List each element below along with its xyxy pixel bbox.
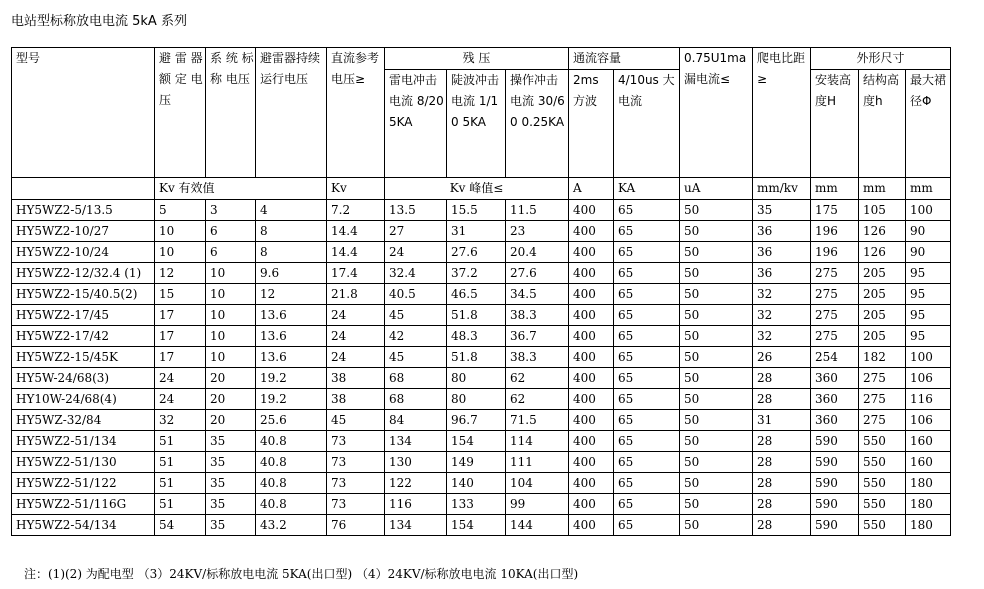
value-cell: 40.5 [385, 284, 447, 305]
value-cell: 24 [327, 326, 385, 347]
value-cell: 17 [155, 305, 206, 326]
table-row [12, 431, 951, 452]
value-cell: 400 [569, 347, 614, 368]
value-cell: 10 [206, 263, 256, 284]
value-cell: 28 [753, 368, 811, 389]
model-cell: HY5WZ2-54/134 [12, 515, 155, 536]
value-cell: 73 [327, 473, 385, 494]
value-cell: 50 [680, 473, 753, 494]
value-cell: 65 [614, 326, 680, 347]
value-cell: 35 [206, 431, 256, 452]
value-cell: 196 [811, 242, 859, 263]
value-cell: 10 [206, 326, 256, 347]
value-cell: 65 [614, 305, 680, 326]
model-cell: HY5WZ2-51/116G [12, 494, 155, 515]
value-cell: 160 [906, 452, 951, 473]
value-cell: 400 [569, 368, 614, 389]
value-cell: 76 [327, 515, 385, 536]
value-cell: 36 [753, 263, 811, 284]
value-cell: 400 [569, 200, 614, 221]
value-cell: 50 [680, 515, 753, 536]
value-cell: 50 [680, 263, 753, 284]
value-cell: 68 [385, 389, 447, 410]
value-cell: 62 [506, 368, 569, 389]
spec-table [11, 47, 951, 536]
model-cell: HY5WZ2-51/134 [12, 431, 155, 452]
value-cell: 13.5 [385, 200, 447, 221]
value-cell: 10 [206, 284, 256, 305]
model-cell: HY5WZ2-5/13.5 [12, 200, 155, 221]
table-row [12, 452, 951, 473]
value-cell: 106 [906, 410, 951, 431]
value-cell: 35 [206, 494, 256, 515]
footnote: 注：(1)(2) 为配电型 （3）24KV/标称放电电流 5KA(出口型) （4）24KV/标称放电电流 10KA(出口型) [24, 567, 579, 581]
header-creepage: 爬电比距≥ [753, 48, 811, 178]
unit-mm: mm [859, 178, 906, 200]
value-cell: 90 [906, 221, 951, 242]
value-cell: 175 [811, 200, 859, 221]
header-res-steep: 陡波冲击电流 1/10 5KA [447, 70, 506, 178]
table-row [12, 368, 951, 389]
value-cell: 71.5 [506, 410, 569, 431]
header-flow-capacity: 通流容量 [569, 48, 680, 70]
value-cell: 116 [906, 389, 951, 410]
value-cell: 50 [680, 452, 753, 473]
value-cell: 45 [385, 305, 447, 326]
value-cell: 36 [753, 221, 811, 242]
model-cell: HY5WZ2-17/45 [12, 305, 155, 326]
value-cell: 196 [811, 221, 859, 242]
value-cell: 205 [859, 263, 906, 284]
value-cell: 275 [859, 368, 906, 389]
header-res-lightning: 雷电冲击电流 8/20 5KA [385, 70, 447, 178]
value-cell: 400 [569, 410, 614, 431]
value-cell: 65 [614, 242, 680, 263]
value-cell: 10 [155, 242, 206, 263]
value-cell: 19.2 [256, 389, 327, 410]
model-cell: HY5WZ2-51/130 [12, 452, 155, 473]
value-cell: 34.5 [506, 284, 569, 305]
value-cell: 80 [447, 389, 506, 410]
value-cell: 50 [680, 326, 753, 347]
value-cell: 65 [614, 494, 680, 515]
value-cell: 37.2 [447, 263, 506, 284]
value-cell: 27 [385, 221, 447, 242]
value-cell: 550 [859, 473, 906, 494]
model-cell: HY5WZ2-12/32.4 (1) [12, 263, 155, 284]
value-cell: 180 [906, 473, 951, 494]
table-row [12, 494, 951, 515]
table-row [12, 263, 951, 284]
value-cell: 32 [753, 305, 811, 326]
value-cell: 400 [569, 305, 614, 326]
value-cell: 51 [155, 452, 206, 473]
table-row [12, 200, 951, 221]
value-cell: 590 [811, 515, 859, 536]
value-cell: 51.8 [447, 347, 506, 368]
value-cell: 25.6 [256, 410, 327, 431]
value-cell: 133 [447, 494, 506, 515]
value-cell: 400 [569, 494, 614, 515]
value-cell: 40.8 [256, 452, 327, 473]
value-cell: 50 [680, 368, 753, 389]
value-cell: 65 [614, 368, 680, 389]
table-row [12, 242, 951, 263]
value-cell: 73 [327, 494, 385, 515]
table-row [12, 284, 951, 305]
value-cell: 51.8 [447, 305, 506, 326]
value-cell: 28 [753, 431, 811, 452]
value-cell: 73 [327, 431, 385, 452]
value-cell: 48.3 [447, 326, 506, 347]
value-cell: 20.4 [506, 242, 569, 263]
table-row [12, 473, 951, 494]
value-cell: 13.6 [256, 347, 327, 368]
value-cell: 62 [506, 389, 569, 410]
value-cell: 50 [680, 494, 753, 515]
value-cell: 590 [811, 494, 859, 515]
value-cell: 42 [385, 326, 447, 347]
value-cell: 400 [569, 452, 614, 473]
value-cell: 400 [569, 242, 614, 263]
value-cell: 275 [811, 284, 859, 305]
value-cell: 50 [680, 284, 753, 305]
header-dim-diam: 最大裙径Φ [906, 70, 951, 178]
value-cell: 134 [385, 431, 447, 452]
value-cell: 6 [206, 242, 256, 263]
value-cell: 32 [753, 284, 811, 305]
value-cell: 24 [155, 368, 206, 389]
value-cell: 24 [327, 347, 385, 368]
value-cell: 28 [753, 494, 811, 515]
value-cell: 35 [206, 473, 256, 494]
value-cell: 26 [753, 347, 811, 368]
value-cell: 14.4 [327, 221, 385, 242]
value-cell: 40.8 [256, 431, 327, 452]
value-cell: 32 [753, 326, 811, 347]
model-cell: HY10W-24/68(4) [12, 389, 155, 410]
value-cell: 590 [811, 452, 859, 473]
value-cell: 32 [155, 410, 206, 431]
value-cell: 65 [614, 515, 680, 536]
value-cell: 400 [569, 221, 614, 242]
value-cell: 7.2 [327, 200, 385, 221]
value-cell: 275 [859, 389, 906, 410]
value-cell: 38 [327, 389, 385, 410]
value-cell: 36 [753, 242, 811, 263]
value-cell: 400 [569, 389, 614, 410]
value-cell: 140 [447, 473, 506, 494]
value-cell: 80 [447, 368, 506, 389]
value-cell: 106 [906, 368, 951, 389]
model-cell: HY5WZ2-17/42 [12, 326, 155, 347]
value-cell: 12 [155, 263, 206, 284]
header-flow-square: 2ms 方波 [569, 70, 614, 178]
value-cell: 31 [447, 221, 506, 242]
header-residual-voltage: 残 压 [385, 48, 569, 70]
header-mcov: 避雷器持续运行电压 [256, 48, 327, 178]
value-cell: 21.8 [327, 284, 385, 305]
value-cell: 9.6 [256, 263, 327, 284]
value-cell: 65 [614, 284, 680, 305]
value-cell: 100 [906, 347, 951, 368]
unit-mm: mm [906, 178, 951, 200]
value-cell: 550 [859, 494, 906, 515]
model-cell: HY5WZ2-15/45K [12, 347, 155, 368]
value-cell: 15.5 [447, 200, 506, 221]
value-cell: 275 [811, 263, 859, 284]
value-cell: 27.6 [506, 263, 569, 284]
value-cell: 550 [859, 431, 906, 452]
value-cell: 23 [506, 221, 569, 242]
value-cell: 17.4 [327, 263, 385, 284]
value-cell: 130 [385, 452, 447, 473]
value-cell: 116 [385, 494, 447, 515]
value-cell: 160 [906, 431, 951, 452]
value-cell: 114 [506, 431, 569, 452]
value-cell: 10 [206, 305, 256, 326]
value-cell: 28 [753, 389, 811, 410]
value-cell: 50 [680, 347, 753, 368]
value-cell: 28 [753, 473, 811, 494]
value-cell: 550 [859, 515, 906, 536]
unit-blank [12, 178, 155, 200]
header-res-switching: 操作冲击电流 30/60 0.25KA [506, 70, 569, 178]
value-cell: 126 [859, 242, 906, 263]
value-cell: 40.8 [256, 473, 327, 494]
value-cell: 54 [155, 515, 206, 536]
header-dimensions: 外形尺寸 [811, 48, 951, 70]
unit-a: A [569, 178, 614, 200]
value-cell: 28 [753, 452, 811, 473]
unit-ka: KA [614, 178, 680, 200]
unit-ua: uA [680, 178, 753, 200]
value-cell: 8 [256, 242, 327, 263]
value-cell: 100 [906, 200, 951, 221]
unit-mm: mm [811, 178, 859, 200]
value-cell: 68 [385, 368, 447, 389]
value-cell: 84 [385, 410, 447, 431]
value-cell: 45 [327, 410, 385, 431]
value-cell: 144 [506, 515, 569, 536]
value-cell: 126 [859, 221, 906, 242]
table-row [12, 221, 951, 242]
value-cell: 275 [811, 326, 859, 347]
unit-peak: Kv 峰值≤ [385, 178, 569, 200]
value-cell: 38 [327, 368, 385, 389]
table-row [12, 326, 951, 347]
table-row [12, 305, 951, 326]
value-cell: 104 [506, 473, 569, 494]
value-cell: 50 [680, 200, 753, 221]
value-cell: 31 [753, 410, 811, 431]
value-cell: 360 [811, 410, 859, 431]
value-cell: 590 [811, 431, 859, 452]
value-cell: 65 [614, 221, 680, 242]
value-cell: 275 [859, 410, 906, 431]
value-cell: 17 [155, 326, 206, 347]
value-cell: 50 [680, 242, 753, 263]
value-cell: 35 [753, 200, 811, 221]
value-cell: 45 [385, 347, 447, 368]
unit-rms: Kv 有效值 [155, 178, 327, 200]
value-cell: 154 [447, 431, 506, 452]
header-rated-voltage: 避 雷 器 额 定 电 压 [155, 48, 206, 178]
value-cell: 149 [447, 452, 506, 473]
value-cell: 15 [155, 284, 206, 305]
value-cell: 205 [859, 326, 906, 347]
value-cell: 20 [206, 410, 256, 431]
value-cell: 96.7 [447, 410, 506, 431]
value-cell: 95 [906, 263, 951, 284]
table-row [12, 410, 951, 431]
value-cell: 95 [906, 284, 951, 305]
value-cell: 17 [155, 347, 206, 368]
value-cell: 50 [680, 389, 753, 410]
header-leakage: 0.75U1ma 漏电流≤ [680, 48, 753, 178]
header-system-voltage: 系 统 标 称 电压 [206, 48, 256, 178]
value-cell: 122 [385, 473, 447, 494]
value-cell: 65 [614, 452, 680, 473]
unit-mmkv: mm/kv [753, 178, 811, 200]
value-cell: 14.4 [327, 242, 385, 263]
value-cell: 24 [385, 242, 447, 263]
value-cell: 105 [859, 200, 906, 221]
value-cell: 590 [811, 473, 859, 494]
value-cell: 13.6 [256, 326, 327, 347]
table-row [12, 347, 951, 368]
value-cell: 111 [506, 452, 569, 473]
value-cell: 51 [155, 473, 206, 494]
value-cell: 400 [569, 515, 614, 536]
value-cell: 254 [811, 347, 859, 368]
value-cell: 90 [906, 242, 951, 263]
value-cell: 28 [753, 515, 811, 536]
value-cell: 400 [569, 473, 614, 494]
value-cell: 40.8 [256, 494, 327, 515]
model-cell: HY5WZ2-10/24 [12, 242, 155, 263]
page-title: 电站型标称放电电流 5kA 系列 [11, 14, 187, 29]
value-cell: 43.2 [256, 515, 327, 536]
value-cell: 20 [206, 389, 256, 410]
value-cell: 6 [206, 221, 256, 242]
value-cell: 65 [614, 410, 680, 431]
value-cell: 65 [614, 473, 680, 494]
value-cell: 205 [859, 284, 906, 305]
value-cell: 50 [680, 305, 753, 326]
value-cell: 20 [206, 368, 256, 389]
value-cell: 65 [614, 200, 680, 221]
value-cell: 400 [569, 431, 614, 452]
value-cell: 99 [506, 494, 569, 515]
value-cell: 360 [811, 389, 859, 410]
value-cell: 35 [206, 515, 256, 536]
value-cell: 65 [614, 389, 680, 410]
value-cell: 154 [447, 515, 506, 536]
value-cell: 13.6 [256, 305, 327, 326]
value-cell: 180 [906, 494, 951, 515]
value-cell: 400 [569, 284, 614, 305]
value-cell: 95 [906, 326, 951, 347]
value-cell: 95 [906, 305, 951, 326]
value-cell: 51 [155, 494, 206, 515]
table-row [12, 389, 951, 410]
value-cell: 205 [859, 305, 906, 326]
value-cell: 38.3 [506, 347, 569, 368]
value-cell: 19.2 [256, 368, 327, 389]
value-cell: 32.4 [385, 263, 447, 284]
value-cell: 550 [859, 452, 906, 473]
value-cell: 51 [155, 431, 206, 452]
value-cell: 134 [385, 515, 447, 536]
model-cell: HY5WZ2-51/122 [12, 473, 155, 494]
header-model: 型号 [12, 48, 155, 178]
value-cell: 50 [680, 410, 753, 431]
value-cell: 24 [327, 305, 385, 326]
value-cell: 65 [614, 347, 680, 368]
value-cell: 65 [614, 431, 680, 452]
header-dc-reference: 直流参考电压≥ [327, 48, 385, 178]
value-cell: 400 [569, 326, 614, 347]
model-cell: HY5WZ-32/84 [12, 410, 155, 431]
value-cell: 27.6 [447, 242, 506, 263]
value-cell: 35 [206, 452, 256, 473]
table-row [12, 515, 951, 536]
value-cell: 11.5 [506, 200, 569, 221]
value-cell: 12 [256, 284, 327, 305]
value-cell: 400 [569, 263, 614, 284]
value-cell: 46.5 [447, 284, 506, 305]
model-cell: HY5WZ2-15/40.5(2) [12, 284, 155, 305]
value-cell: 8 [256, 221, 327, 242]
value-cell: 4 [256, 200, 327, 221]
value-cell: 10 [155, 221, 206, 242]
value-cell: 50 [680, 431, 753, 452]
value-cell: 3 [206, 200, 256, 221]
value-cell: 182 [859, 347, 906, 368]
unit-kv: Kv [327, 178, 385, 200]
value-cell: 180 [906, 515, 951, 536]
value-cell: 10 [206, 347, 256, 368]
value-cell: 5 [155, 200, 206, 221]
value-cell: 38.3 [506, 305, 569, 326]
header-flow-high: 4/10us 大电流 [614, 70, 680, 178]
model-cell: HY5W-24/68(3) [12, 368, 155, 389]
value-cell: 24 [155, 389, 206, 410]
value-cell: 50 [680, 221, 753, 242]
header-dim-install: 安装高度H [811, 70, 859, 178]
value-cell: 275 [811, 305, 859, 326]
value-cell: 360 [811, 368, 859, 389]
value-cell: 65 [614, 263, 680, 284]
model-cell: HY5WZ2-10/27 [12, 221, 155, 242]
value-cell: 73 [327, 452, 385, 473]
header-dim-struct: 结构高度h [859, 70, 906, 178]
value-cell: 36.7 [506, 326, 569, 347]
